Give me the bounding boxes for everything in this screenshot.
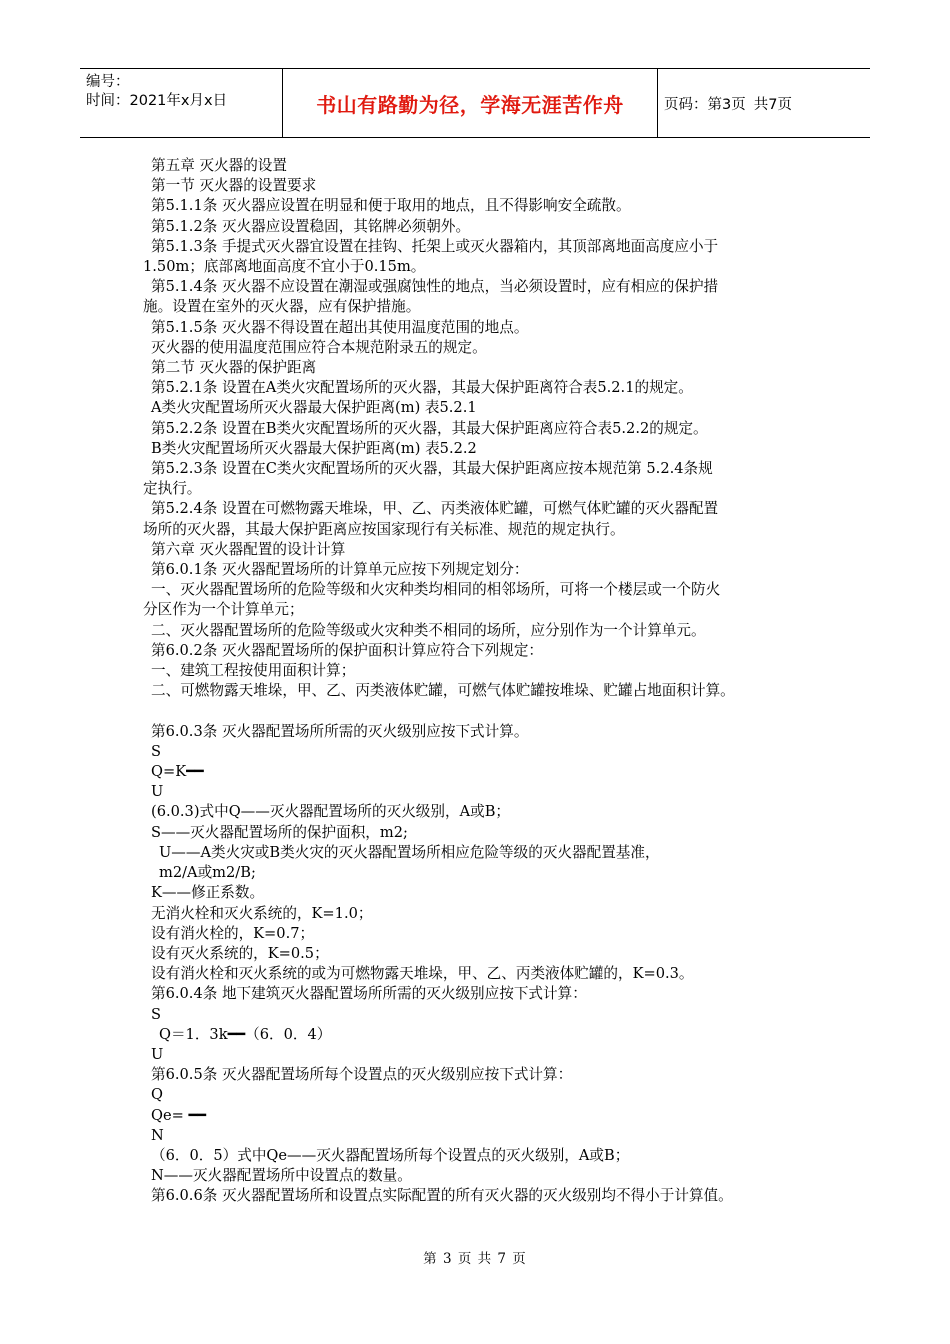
- text-line: 场所的灭火器，其最大保护距离应按国家现行有关标准、规范的规定执行。: [143, 520, 625, 538]
- text-line: S: [151, 742, 161, 760]
- text-line: 灭火器的使用温度范围应符合本规范附录五的规定。: [151, 338, 487, 356]
- text-line: S——灭火器配置场所的保护面积，m2;: [151, 823, 408, 841]
- text-line: 设有灭火系统的，K=0.5；: [151, 944, 329, 962]
- text-line: 第二节 灭火器的保护距离: [151, 359, 317, 377]
- text-line: (6.0.3)式中Q——灭火器配置场所的灭火级别，A或B；: [151, 803, 511, 821]
- text-line: 分区作为一个计算单元；: [143, 601, 304, 619]
- doc-number-label: 编号：: [86, 74, 130, 90]
- text-line: 第6.0.5条 灭火器配置场所每个设置点的灭火级别应按下式计算：: [151, 1066, 573, 1084]
- text-line: 一、灭火器配置场所的危险等级和火灾种类均相同的相邻场所，可将一个楼层或一个防火: [151, 581, 721, 599]
- text-line: 第6.0.2条 灭火器配置场所的保护面积计算应符合下列规定：: [151, 641, 544, 659]
- document-body: [143, 156, 823, 1207]
- text-line: 二、可燃物露天堆垛，甲、乙、丙类液体贮罐，可燃气体贮罐按堆垛、贮罐占地面积计算。: [151, 682, 735, 700]
- text-line: 第5.1.2条 灭火器应设置稳固，其铭牌必须朝外。: [151, 217, 471, 235]
- text-line: 第5.1.5条 灭火器不得设置在超出其使用温度范围的地点。: [151, 318, 529, 336]
- text-line: 无消火栓和灭火系统的，K=1.0；: [151, 904, 373, 922]
- text-line: U: [151, 1045, 164, 1063]
- text-line: 施。设置在室外的灭火器，应有保护措施。: [143, 298, 421, 316]
- text-line: 第5.2.4条 设置在可燃物露天堆垛，甲、乙、丙类液体贮罐，可燃气体贮罐的灭火器配置: [151, 500, 719, 518]
- header-info-cell: [80, 69, 283, 137]
- text-line: Q: [151, 1086, 163, 1104]
- header-motto: 书山有路勤为径，学海无涯苦作舟: [283, 69, 658, 137]
- text-line: Q＝1．3k━━（6．0．4）: [159, 1025, 332, 1043]
- page-footer: 第 3 页 共 7 页: [423, 1251, 527, 1267]
- text-line: 第5.2.2条 设置在B类火灾配置场所的灭火器，其最大保护距离应符合表5.2.2的规定。: [151, 419, 708, 437]
- text-line: 设有消火栓的，K=0.7；: [151, 924, 315, 942]
- text-line: 第5.1.1条 灭火器应设置在明显和便于取用的地点，且不得影响安全疏散。: [151, 197, 631, 215]
- text-line: 第一节 灭火器的设置要求: [151, 177, 317, 195]
- text-line: N: [151, 1126, 164, 1144]
- text-line: 第5.2.1条 设置在A类火灾配置场所的灭火器，其最大保护距离符合表5.2.1的规定。: [151, 379, 693, 397]
- text-line: m2/A或m2/B;: [159, 864, 256, 882]
- text-line: Qe= ━━: [151, 1106, 207, 1124]
- text-line: 第6.0.3条 灭火器配置场所所需的灭火级别应按下式计算。: [151, 722, 529, 740]
- date-label: 时间：2021年x月x日: [86, 93, 228, 109]
- text-line: K——修正系数。: [151, 884, 265, 902]
- text-line: 第六章 灭火器配置的设计计算: [151, 540, 346, 558]
- text-line: Q=K━━: [151, 763, 204, 781]
- text-line: 第五章 灭火器的设置: [151, 157, 287, 174]
- text-line: 第6.0.6条 灭火器配置场所和设置点实际配置的所有灭火器的灭火级别均不得小于计算值。: [151, 1187, 733, 1205]
- text-line: 第6.0.1条 灭火器配置场所的计算单元应按下列规定划分：: [151, 561, 529, 579]
- header-page-cell: [658, 69, 870, 137]
- text-line: 定执行。: [143, 480, 202, 498]
- text-line: （6．0．5）式中Qe——灭火器配置场所每个设置点的灭火级别，A或B；: [151, 1146, 630, 1164]
- text-line: U: [151, 783, 164, 801]
- text-line: 第5.1.3条 手提式灭火器宜设置在挂钩、托架上或灭火器箱内，其顶部离地面高度应小于: [151, 237, 719, 255]
- text-line: 设有消火栓和灭火系统的或为可燃物露天堆垛，甲、乙、丙类液体贮罐的，K=0.3。: [151, 965, 694, 983]
- text-line: 第5.2.3条 设置在C类火灾配置场所的灭火器，其最大保护距离应按本规范第 5.2.4条规: [151, 460, 713, 478]
- text-line: A类火灾配置场所灭火器最大保护距离(m) 表5.2.1: [151, 399, 477, 417]
- text-line: 1.50m；底部离地面高度不宜小于0.15m。: [143, 258, 426, 276]
- header-page-total: 共7页: [753, 96, 792, 113]
- text-line: B类火灾配置场所灭火器最大保护距离(m) 表5.2.2: [151, 439, 477, 457]
- text-line: 二、灭火器配置场所的危险等级或火灾种类不相同的场所，应分别作为一个计算单元。: [151, 621, 706, 639]
- text-line: 一、建筑工程按使用面积计算；: [151, 662, 356, 680]
- text-line: 第5.1.4条 灭火器不应设置在潮湿或强腐蚀性的地点，当必须设置时，应有相应的保护措: [151, 278, 719, 296]
- text-line: S: [151, 1005, 161, 1023]
- text-line: N——灭火器配置场所中设置点的数量。: [151, 1167, 412, 1185]
- page-header: [80, 68, 870, 138]
- text-line: U——A类火灾或B类火灾的灭火器配置场所相应危险等级的灭火器配置基准，: [159, 843, 660, 861]
- text-line: [143, 701, 823, 721]
- text-line: 第6.0.4条 地下建筑灭火器配置场所所需的灭火级别应按下式计算：: [151, 985, 587, 1003]
- header-page-label: 页码：第3页: [664, 96, 746, 113]
